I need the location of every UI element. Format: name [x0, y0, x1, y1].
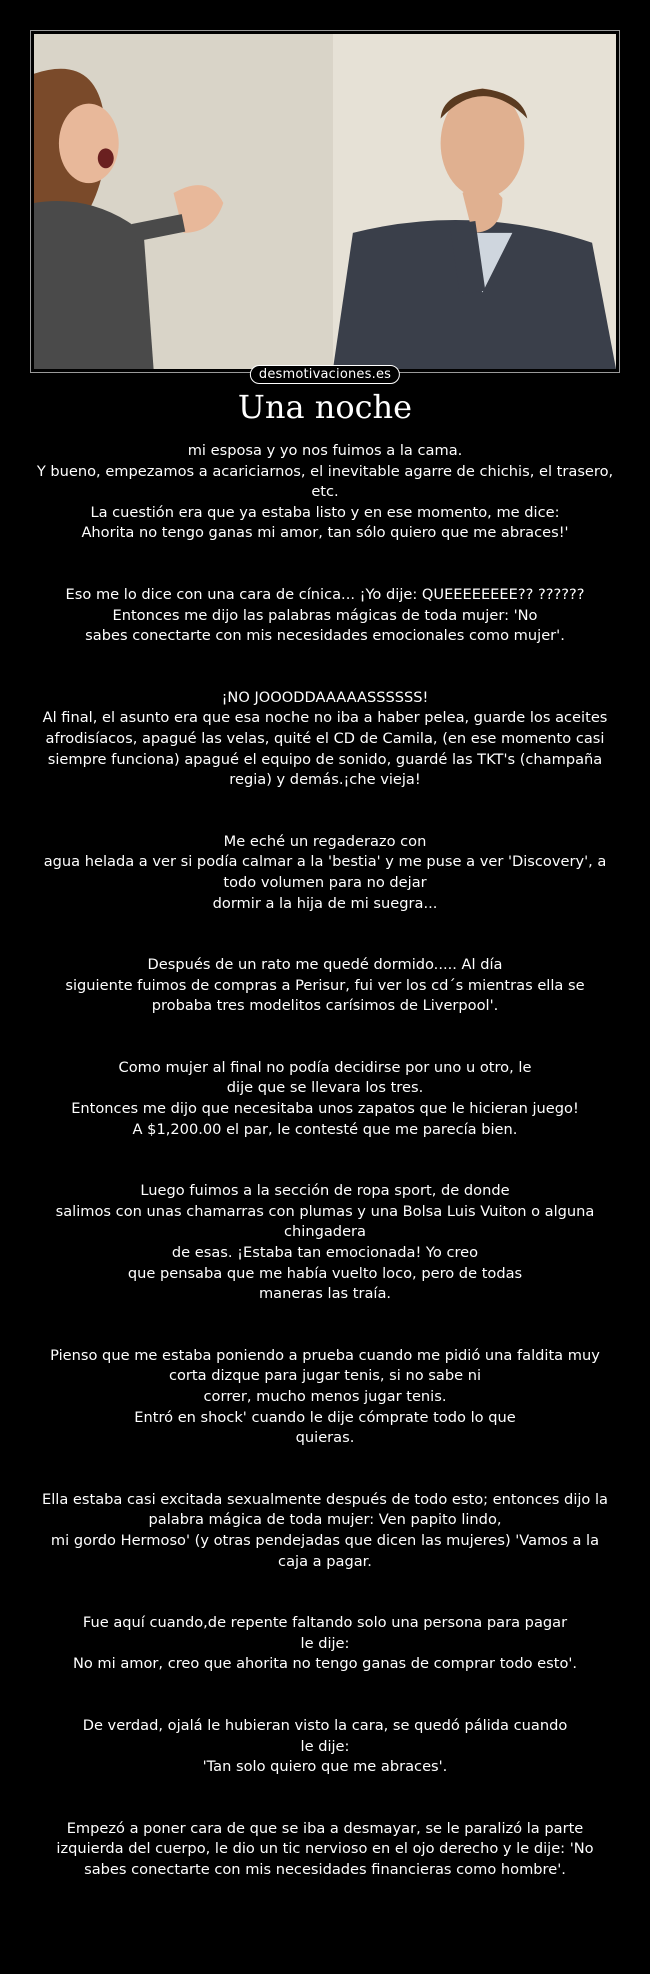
story-paragraph [34, 441, 616, 544]
story-line: Luego fuimos a la sección de ropa sport, de donde [140, 1182, 510, 1200]
story-line: Ella estaba casi excitada sexualmente después de todo esto; entonces dijo la palabra mágica de toda mujer: Ven papito lindo, [42, 1490, 608, 1529]
story-line: Fue aquí cuando,de repente faltando solo una persona para pagar [82, 1614, 568, 1632]
story-paragraph [34, 1490, 616, 1572]
story-line: Entonces me dijo las palabras mágicas de toda mujer: 'No [112, 606, 538, 624]
story-line: mi esposa y yo nos fuimos a la cama. [187, 442, 463, 459]
story-line: Como mujer al final no podía decidirse por uno u otro, le [118, 1058, 532, 1076]
story-paragraph [34, 832, 616, 914]
story-line: salimos con unas chamarras con plumas y una Bolsa Luis Vuiton o alguna chingadera [55, 1202, 595, 1241]
story-line: Empezó a poner cara de que se iba a desmayar, se le paralizó la parte izquierda del cuerpo, le dio un tic nervioso en el ojo derecho y le dije: 'No sabes conectarte con mis necesidades financieras como hombre'. [56, 1819, 594, 1878]
couple-photo [34, 34, 616, 369]
story-paragraph [34, 1058, 616, 1140]
story-line: de esas. ¡Estaba tan emocionada! Yo creo [171, 1244, 479, 1262]
story-line: agua helada a ver si podía calmar a la 'bestia' y me puse a ver 'Discovery', a todo volumen para no dejar [43, 853, 607, 891]
story-line: Después de un rato me quedé dormido..... Al día [147, 956, 503, 974]
story-paragraph [34, 585, 616, 647]
story-paragraph [34, 1819, 616, 1881]
story-text [34, 441, 616, 1922]
story-line: Al final, el asunto era que esa noche no iba a haber pelea, guarde los aceites afrodisíacos, apagué las velas, quité el CD de Camila, (en ese momento casi siempre funciona) apagué el equipo de sonido, guardé las TKT's (champaña regia) y demás.¡che vieja! [42, 709, 608, 789]
story-line: Y bueno, empezamos a acariciarnos, el inevitable agarre de chichis, el trasero, etc. [36, 462, 614, 501]
story-line: 'Tan solo quiero que me abraces'. [202, 1758, 448, 1776]
story-line: dormir a la hija de mi suegra... [212, 894, 438, 912]
story-paragraph [34, 1716, 616, 1778]
story-line: Me eché un regaderazo con [223, 832, 427, 850]
story-paragraph [34, 1613, 616, 1675]
story-line: que pensaba que me había vuelto loco, pero de todas [127, 1264, 523, 1282]
poster-title: Una noche [237, 388, 413, 426]
story-line: Pienso que me estaba poniendo a prueba cuando me pidió una faldita muy corta dizque para jugar tenis, si no sabe ni [50, 1346, 600, 1385]
story-paragraph [34, 955, 616, 1017]
watermark-logo: desmotivaciones.es [250, 365, 400, 384]
story-line: Eso me lo dice con una cara de cínica... ¡Yo dije: QUEEEEEEEE?? ?????? [65, 585, 585, 603]
story-line: La cuestión era que ya estaba listo y en ese momento, me dice: [90, 503, 560, 521]
story-line: De verdad, ojalá le hubieran visto la cara, se quedó pálida cuando [82, 1716, 568, 1734]
story-line: mi gordo Hermoso' (y otras pendejadas que dicen las mujeres) 'Vamos a la caja a pagar. [50, 1531, 600, 1570]
story-line: sabes conectarte con mis necesidades emocionales como mujer'. [85, 627, 565, 645]
story-line: Entonces me dijo que necesitaba unos zapatos que le hicieran juego! [71, 1100, 579, 1118]
story-line: maneras las traía. [258, 1285, 392, 1303]
story-line: le dije: [300, 1737, 350, 1755]
story-line: siguiente fuimos de compras a Perisur, fui ver los cd´s mientras ella se probaba tres modelitos carísimos de Liverpool'. [65, 976, 585, 1015]
story-line: quieras. [295, 1429, 355, 1447]
story-line: le dije: [300, 1634, 350, 1652]
story-line: Ahorita no tengo ganas mi amor, tan sólo quiero que me abraces!' [81, 524, 569, 542]
story-paragraph [34, 688, 616, 791]
story-paragraph [34, 1346, 616, 1449]
story-line: ¡NO JOOODDAAAAASSSSSS! [221, 688, 429, 706]
story-line: Entró en shock' cuando le dije cómprate todo lo que [134, 1408, 516, 1426]
story-line: correr, mucho menos jugar tenis. [203, 1388, 447, 1405]
poster-frame [30, 30, 620, 373]
story-line: dije que se llevara los tres. [226, 1079, 424, 1097]
story-line: A $1,200.00 el par, le contesté que me parecía bien. [132, 1120, 518, 1138]
story-line: No mi amor, creo que ahorita no tengo ganas de comprar todo esto'. [72, 1655, 578, 1673]
story-paragraph [34, 1181, 616, 1305]
